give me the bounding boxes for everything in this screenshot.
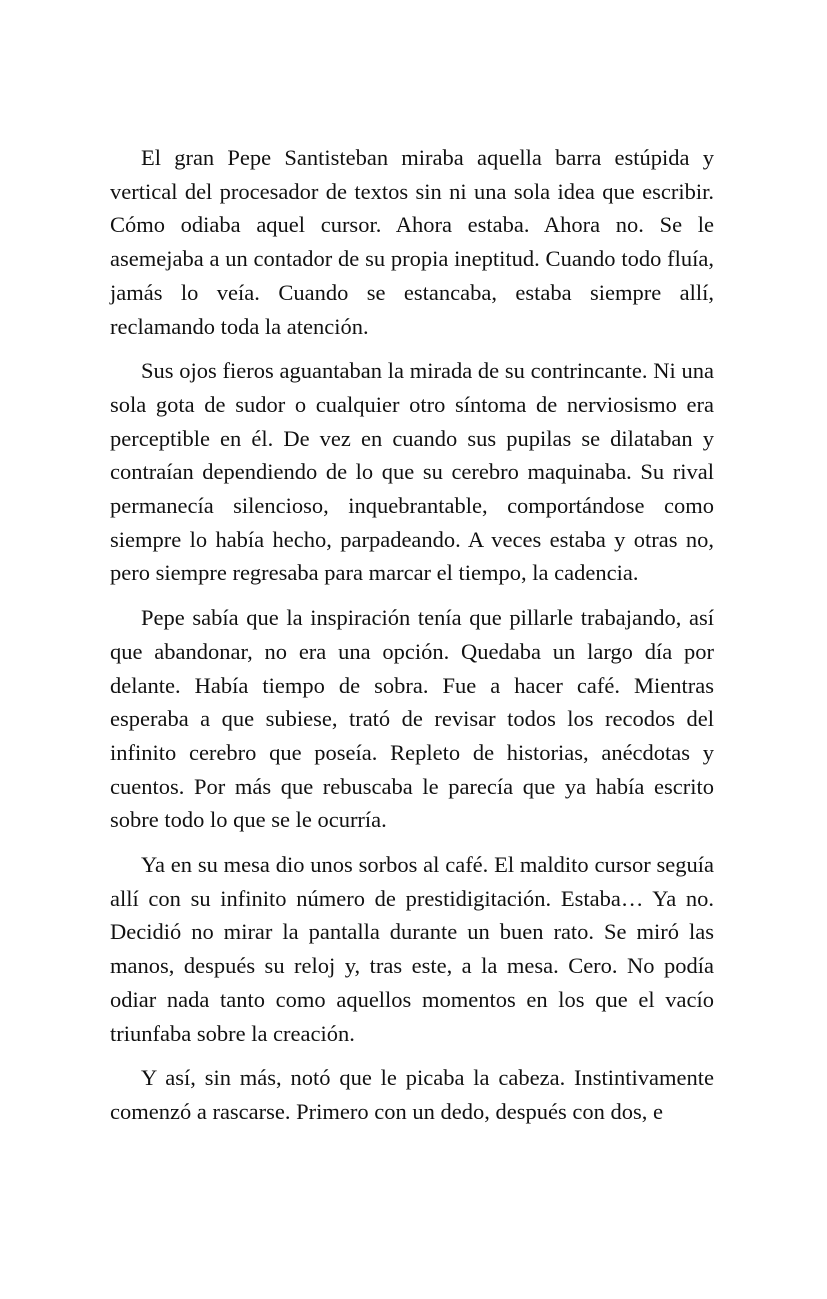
paragraph-2: Sus ojos fieros aguantaban la mirada de su contrincante. Ni una sola gota de sudor o cualquier otro síntoma de nerviosismo era perceptible en él. De vez en cuando sus pupilas se dilataban y contraían dependiendo de lo que su cerebro maquinaba. Su rival permanecía silencioso, inquebrantable, comportándose como siempre lo había hecho, parpadeando. A veces estaba y otras no, pero siempre regresaba para marcar el tiempo, la cadencia.	[110, 358, 714, 586]
paragraph-4: Ya en su mesa dio unos sorbos al café. El maldito cursor seguía allí con su infinito número de prestidigitación. Estaba… Ya no. Decidió no mirar la pantalla durante un buen rato. Se miró las manos, después su reloj y, tras este, a la mesa. Cero. No podía odiar nada tanto como aquellos momentos en los que el vacío triunfaba sobre la creación.	[110, 852, 714, 1046]
paragraph-1: El gran Pepe Santisteban miraba aquella barra estúpida y vertical del procesador de textos sin ni una sola idea que escribir. Cómo odiaba aquel cursor. Ahora estaba. Ahora no. Se le asemejaba a un contador de su propia ineptitud. Cuando todo fluía, jamás lo veía. Cuando se estancaba, estaba siempre allí, reclamando toda la atención.	[110, 145, 714, 339]
page-body	[110, 141, 714, 1140]
paragraph-5: Y así, sin más, notó que le picaba la cabeza. Instintivamente comenzó a rascarse. Primero con un dedo, después con dos, e	[110, 1065, 714, 1124]
paragraph-3: Pepe sabía que la inspiración tenía que pillarle trabajando, así que abandonar, no era una opción. Quedaba un largo día por delante. Había tiempo de sobra. Fue a hacer café. Mientras esperaba a que subiese, trató de revisar todos los recodos del infinito cerebro que poseía. Repleto de historias, anécdotas y cuentos. Por más que rebuscaba le parecía que ya había escrito sobre todo lo que se le ocurría.	[110, 605, 714, 833]
